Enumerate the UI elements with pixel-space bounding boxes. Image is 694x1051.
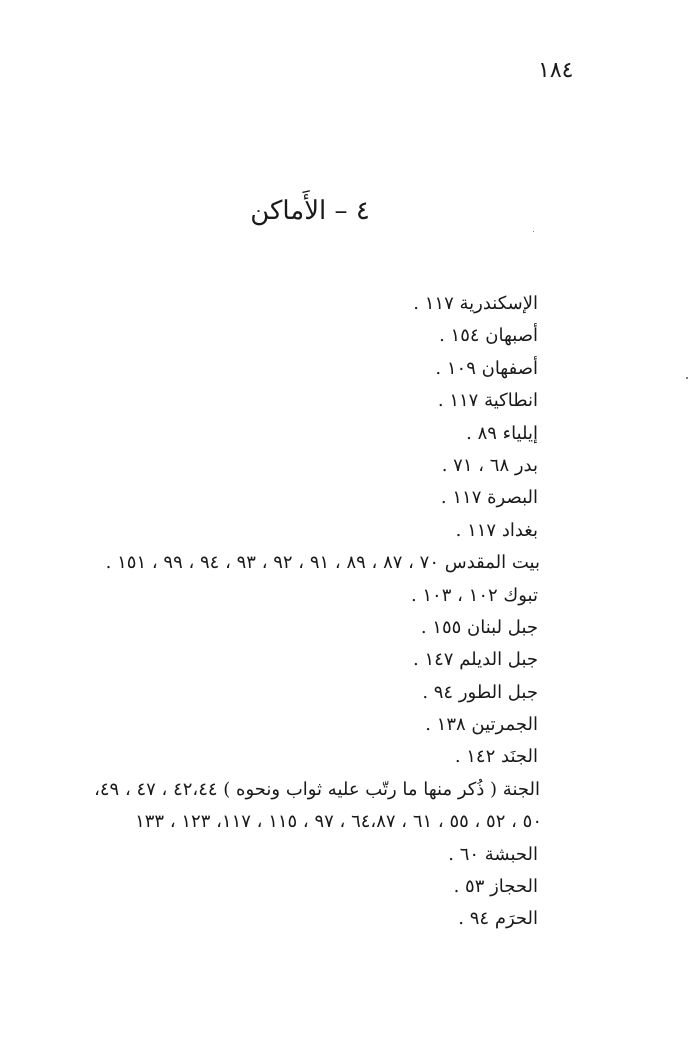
index-entry: الإسكندرية ١١٧ . <box>413 293 538 314</box>
scan-speck <box>533 231 534 232</box>
index-entry: بيت المقدس ٧٠ ، ٨٧ ، ٨٩ ، ٩١ ، ٩٢ ، ٩٣ ، ٩٤ ، ٩٩ ، ١٥١ . <box>105 552 540 574</box>
index-entry: الجنة ( ذُكر منها ما رتّب عليه ثواب ونحوه ) ٤٢،٤٤ ، ٤٧ ، ٤٩، <box>94 778 540 800</box>
index-entry: الجمرتين ١٣٨ . <box>425 714 538 736</box>
index-entries <box>18 288 542 936</box>
index-entry: تبوك ١٠٢ ، ١٠٣ . <box>410 584 538 606</box>
index-entry-continuation: ٥٠ ، ٥٢ ، ٥٥ ، ٦١ ، ٦٤،٨٧ ، ٩٧ ، ١١٥ ، ١١٧، ١٢٣ ، ١٣٣ <box>135 811 542 833</box>
index-entry: جبل الديلم ١٤٧ . <box>413 649 538 671</box>
index-entry: جبل لبنان ١٥٥ . <box>420 616 538 638</box>
index-entry: أصفهان ١٠٩ . <box>435 357 538 379</box>
index-entry: البصرة ١١٧ . <box>440 487 538 509</box>
index-entry: الحرَم ٩٤ . <box>458 908 538 930</box>
index-entry: أصبهان ١٥٤ . <box>439 325 538 347</box>
section-title: ٤ – الأَماكن <box>250 196 370 226</box>
scan-speck <box>686 377 688 379</box>
page-number: ١٨٤ <box>538 58 574 83</box>
index-entry: الجنَد ١٤٢ . <box>454 746 538 768</box>
index-entry: انطاكية ١١٧ . <box>437 390 538 412</box>
index-entry: الحبشة ٦٠ . <box>448 843 538 865</box>
index-entry: جبل الطور ٩٤ . <box>422 681 538 703</box>
index-entry: إيلياء ٨٩ . <box>466 422 538 444</box>
index-entry: بغداد ١١٧ . <box>455 519 538 541</box>
index-entry: بدر ٦٨ ، ٧١ . <box>441 454 538 476</box>
index-entry: الحجاز ٥٣ . <box>453 876 538 898</box>
